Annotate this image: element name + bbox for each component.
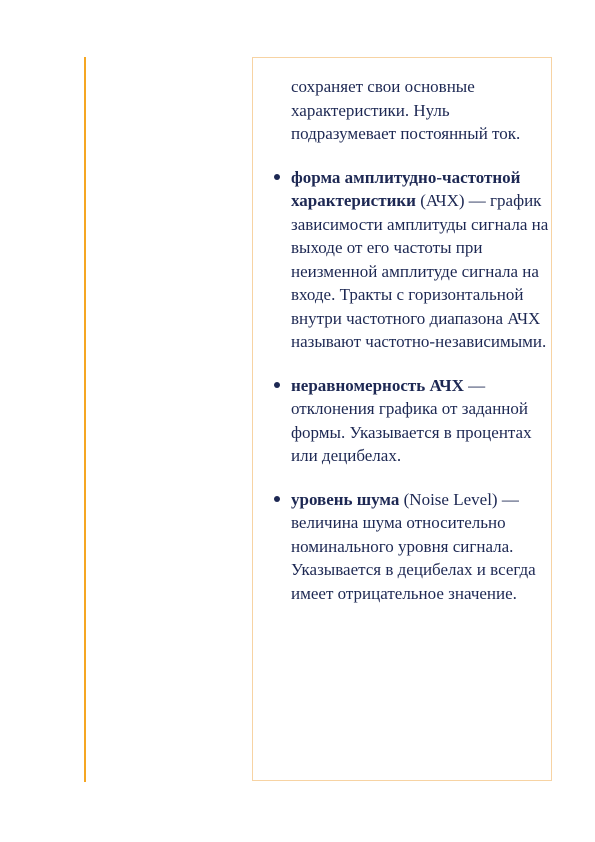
term-definition: — величина шума относительно номинального уровня сигнала. Указывается в децибелах и всегда имеет отрицательное значение. [291,489,536,603]
term-definition: — график зависимости амплитуды сигнала на выходе от его частоты при неизменной амплитуде сигнала на входе. Тракты с горизонтальной внутри частотного диапазона АЧХ называют частотно-независимыми. [291,191,549,351]
term-label: уровень шума [291,489,400,509]
bullet-icon [274,382,280,388]
term-definition: — отклонения графика от заданной формы. Указывается в процентах или децибелах. [291,375,532,465]
list-item [291,488,553,606]
text-column [291,75,553,605]
left-margin-rule [84,57,86,782]
term-label: неравномерность АЧХ [291,375,464,395]
bullet-icon [274,174,280,180]
list-item [291,374,553,468]
definition-list [291,166,553,606]
list-item [291,166,553,354]
term-abbr: (АЧХ) [415,191,465,210]
term-abbr: (Noise Level) [399,489,498,509]
lead-paragraph: сохраняет свои основные характеристики. Нуль подразумевает постоянный ток. [291,77,521,143]
term-label: форма амплитудно-частотной характеристики [291,167,521,210]
bullet-icon [274,496,280,502]
